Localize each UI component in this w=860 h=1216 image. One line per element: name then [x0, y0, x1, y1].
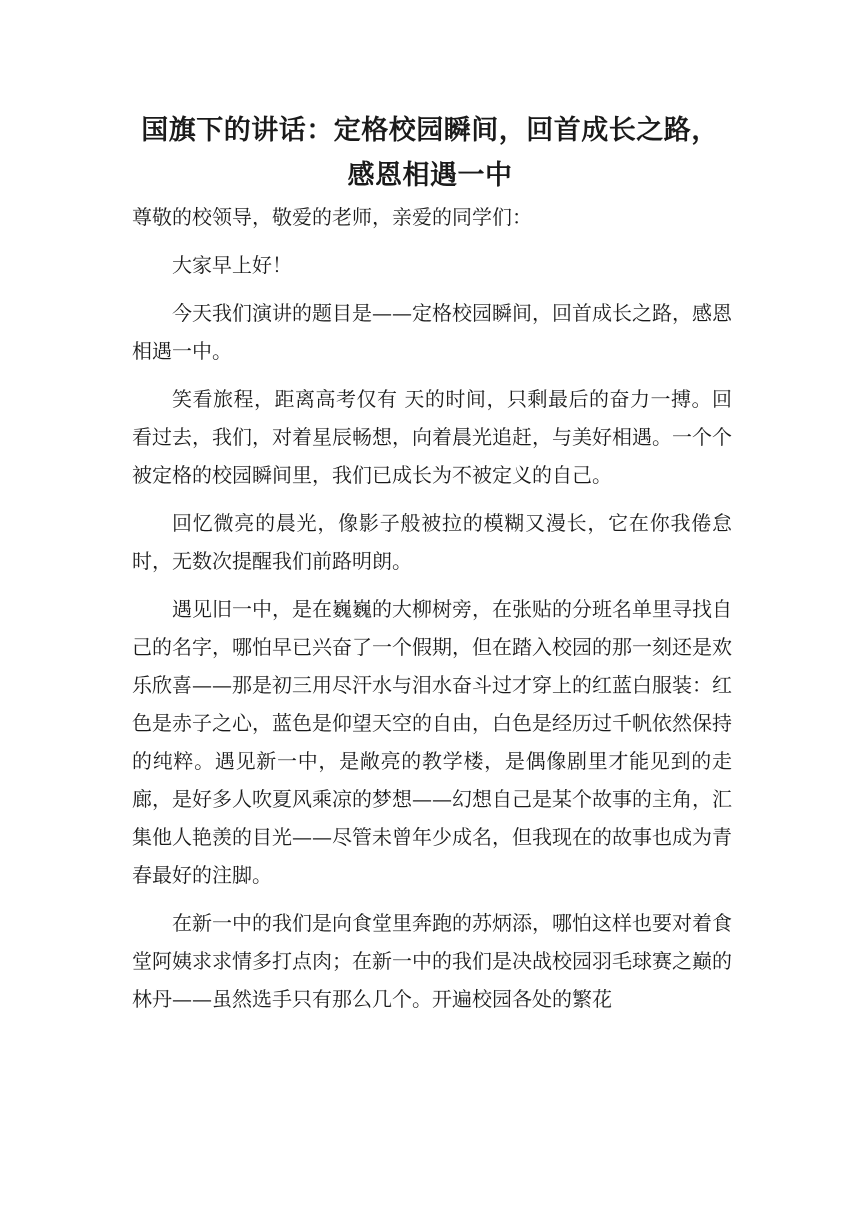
paragraph-journey: 笑看旅程，距离高考仅有 天的时间，只剩最后的奋力一搏。回看过去，我们，对着星辰畅想，向着晨光追赶，与美好相遇。一个个被定格的校园瞬间里，我们已成长为不被定义的自己。 — [132, 387, 732, 487]
salutation: 尊敬的校领导，敬爱的老师，亲爱的同学们： — [132, 205, 532, 229]
paragraph-school-memories: 遇见旧一中，是在巍巍的大柳树旁，在张贴的分班名单里寻找自己的名字，哪怕早已兴奋了一个假期，但在踏入校园的那一刻还是欢乐欣喜——那是初三用尽汗水与泪水奋斗过才穿上的红蓝白服装：红色是赤子之心，蓝色是仰望天空的自由，白色是经历过千帆依然保持的纯粹。遇见新一中，是敞亮的教学楼，是偶像剧里才能见到的走廊，是好多人吹夏风乘凉的梦想——幻想自己是某个故事的主角，汇集他人艳羡的目光——尽管未曾年少成名，但我现在的故事也成为青春最好的注脚。 — [132, 597, 732, 887]
paragraph-greeting: 大家早上好！ — [172, 253, 292, 277]
paragraph-topic: 今天我们演讲的题目是——定格校园瞬间，回首成长之路，感恩相遇一中。 — [132, 301, 732, 363]
document-title: 国旗下的讲话：定格校园瞬间，回首成长之路，感恩相遇一中 — [141, 115, 719, 191]
paragraph-new-school: 在新一中的我们是向食堂里奔跑的苏炳添，哪怕这样也要对着食堂阿姨求求情多打点肉；在新一中的我们是决战校园羽毛球赛之巅的林丹——虽然选手只有那么几个。开遍校园各处的繁花 — [132, 911, 732, 1011]
document-body — [132, 198, 732, 1028]
paragraph-morning-light: 回忆微亮的晨光，像影子般被拉的模糊又漫长，它在你我倦怠时，无数次提醒我们前路明朗。 — [132, 511, 732, 573]
